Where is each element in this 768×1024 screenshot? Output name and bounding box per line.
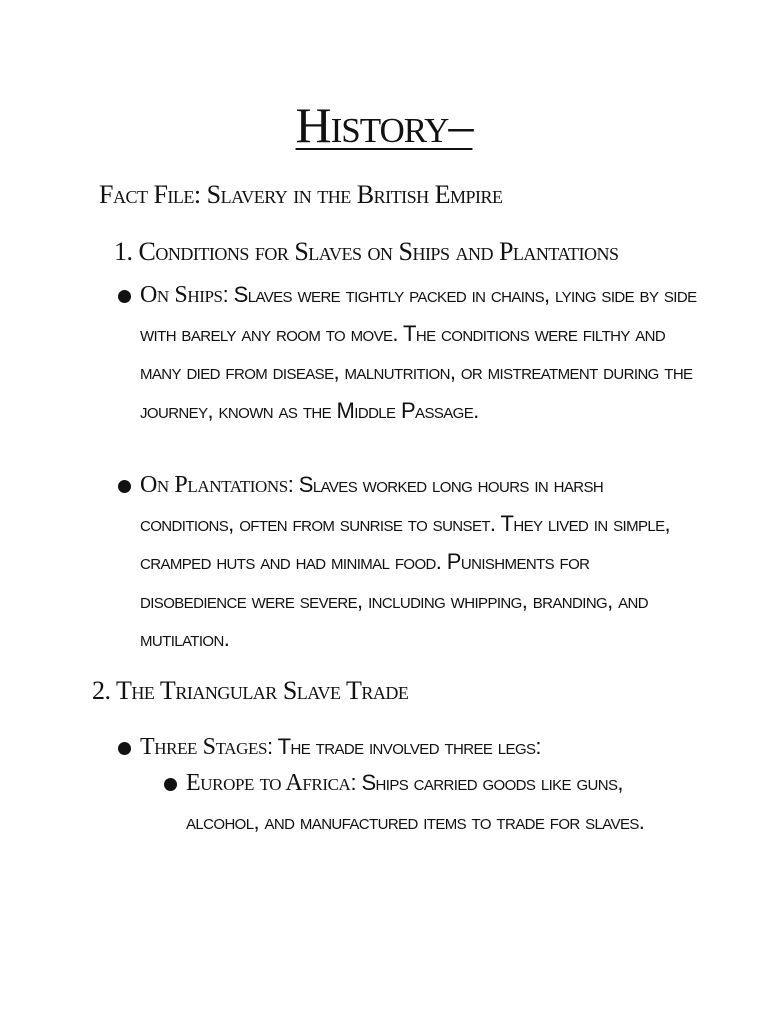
bullet-on-plantations: On Plantations: Slaves worked long hours in harsh conditions, often from sunrise to sunset. They lived in simple, cramped huts and had minimal food. Punishments for disobedience were severe, including whipping, branding, and mutilation. bbox=[140, 466, 700, 659]
section-2-heading: 2. The Triangular Slave Trade bbox=[92, 676, 409, 705]
page-title: History– bbox=[295, 97, 473, 153]
section-1-heading: 1. Conditions for Slaves on Ships and Plantations bbox=[114, 237, 619, 266]
bullet-text: The trade involved three legs: bbox=[277, 734, 541, 759]
bullet-dot-icon bbox=[164, 778, 177, 791]
subbullet-europe-to-africa: Europe to Africa: Ships carried goods like guns, alcohol, and manufactured items to trade for slaves. bbox=[186, 764, 656, 841]
bullet-dot-icon bbox=[118, 480, 131, 493]
bullet-dot-icon bbox=[118, 290, 131, 303]
bullet-three-stages: Three Stages: The trade involved three legs: bbox=[140, 728, 700, 767]
fact-file-subtitle: Fact File: Slavery in the British Empire bbox=[99, 180, 503, 209]
bullet-term: Three Stages bbox=[140, 734, 268, 760]
bullet-text: Ships carried goods like guns, alcohol, and manufactured items to trade for slaves. bbox=[186, 770, 645, 834]
bullet-on-ships: On Ships: Slaves were tightly packed in chains, lying side by side with barely any room to move. The conditions were filthy and many died from disease, malnutrition, or mistreatment during the journey, known as the Middle Passage. bbox=[140, 276, 700, 430]
bullet-term: Europe to Africa bbox=[186, 770, 351, 796]
bullet-term: On Ships bbox=[140, 282, 223, 308]
bullet-dot-icon bbox=[118, 742, 131, 755]
bullet-text: Slaves were tightly packed in chains, lying side by side with barely any room to move. The conditions were filthy and many died from disease, malnutrition, or mistreatment during the journey, known as the Middle Passage. bbox=[140, 282, 697, 423]
bullet-text: Slaves worked long hours in harsh conditions, often from sunrise to sunset. They lived in simple, cramped huts and had minimal food. Punishments for disobedience were severe, including whipping, branding, and mutilation. bbox=[140, 472, 671, 651]
bullet-term: On Plantations bbox=[140, 472, 288, 498]
